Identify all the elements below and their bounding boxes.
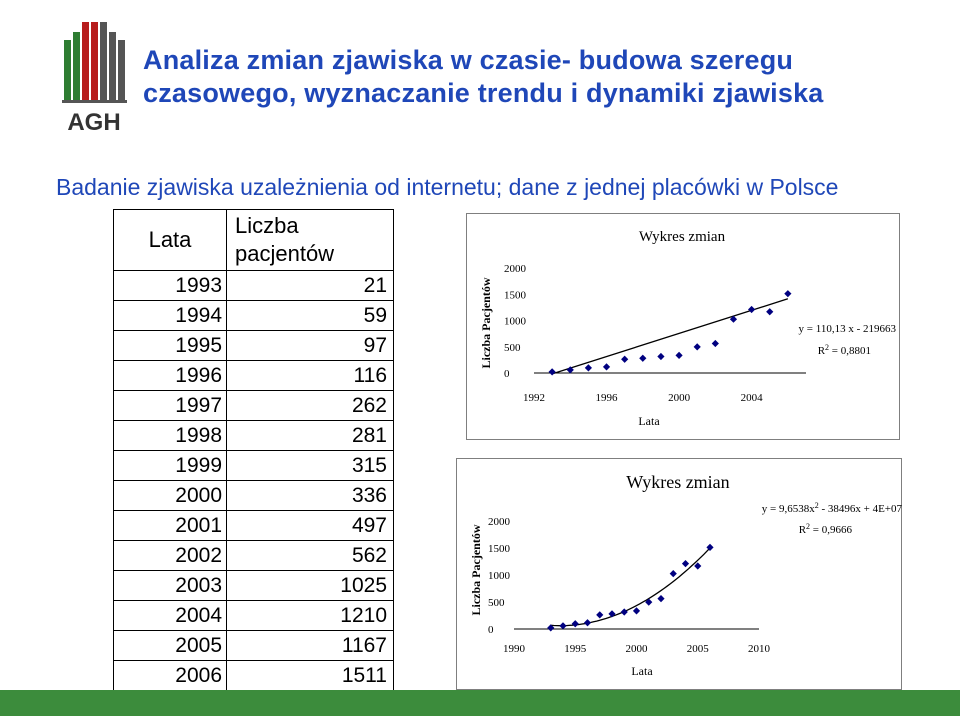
table-cell-year: 2002 <box>114 541 227 571</box>
table-cell-count: 1511 <box>227 661 394 691</box>
table-row <box>114 421 394 451</box>
table-cell-year: 1996 <box>114 361 227 391</box>
table-row <box>114 451 394 481</box>
y-tick-label: 1500 <box>504 289 526 302</box>
x-tick-label: 2000 <box>625 643 648 655</box>
y-tick-label: 1000 <box>488 570 510 582</box>
table-cell-count: 1025 <box>227 571 394 601</box>
y-tick-label: 0 <box>488 624 494 636</box>
chart-title: Wykres zmian <box>626 472 730 492</box>
table-header-count <box>227 210 394 271</box>
table-row <box>114 481 394 511</box>
equation-part: y = 9,6538x <box>761 503 815 515</box>
trend-equation: y = 110,13 x - 219663 <box>798 323 896 335</box>
y-tick-label: 2000 <box>488 516 510 528</box>
x-tick-label: 2000 <box>668 392 691 404</box>
y-tick-label: 1500 <box>488 543 510 555</box>
table-row <box>114 361 394 391</box>
table-row <box>114 271 394 301</box>
page-title <box>143 44 824 110</box>
y-tick-label: 500 <box>488 597 505 609</box>
r-squared-value: = 0,9666 <box>810 524 852 536</box>
table-cell-count: 116 <box>227 361 394 391</box>
table-cell-count: 281 <box>227 421 394 451</box>
x-tick-label: 1995 <box>564 643 587 655</box>
table-cell-count: 336 <box>227 481 394 511</box>
page-subtitle: Badanie zjawiska uzależnienia od internetu; dane z jednej placówki w Polsce <box>56 174 839 200</box>
table-cell-count: 59 <box>227 301 394 331</box>
y-axis-label: Liczba Pacjentów <box>469 524 483 616</box>
r-squared-label: R <box>817 345 826 357</box>
table-row <box>114 511 394 541</box>
table-cell-count: 315 <box>227 451 394 481</box>
x-axis-label: Lata <box>638 414 660 428</box>
table-cell-year: 1997 <box>114 391 227 421</box>
x-tick-label: 2010 <box>748 643 770 655</box>
table-cell-count: 1167 <box>227 631 394 661</box>
table-cell-count: 497 <box>227 511 394 541</box>
chart-title: Wykres zmian <box>638 229 726 245</box>
x-tick-label: 1992 <box>523 392 545 404</box>
table-row <box>114 631 394 661</box>
polynomial-trend-chart <box>456 458 902 690</box>
table-row <box>114 391 394 421</box>
agh-logo <box>58 18 138 136</box>
table-cell-count: 562 <box>227 541 394 571</box>
table-cell-year: 2001 <box>114 511 227 541</box>
bottom-bar <box>0 690 960 716</box>
patients-table <box>113 209 394 691</box>
r-squared-value: = 0,8801 <box>829 345 871 357</box>
x-tick-label: 2004 <box>740 392 763 404</box>
x-tick-label: 1990 <box>503 643 525 655</box>
page-title-line1: Analiza zmian zjawiska w czasie- budowa szeregu <box>143 45 794 75</box>
table-row <box>114 661 394 691</box>
table-header-row <box>114 210 394 271</box>
x-tick-label: 1996 <box>595 392 618 404</box>
linear-trend-chart <box>466 213 900 440</box>
table-header-year: Lata <box>114 210 227 271</box>
y-tick-label: 1000 <box>504 315 526 328</box>
table-row <box>114 331 394 361</box>
table-cell-year: 1998 <box>114 421 227 451</box>
table-cell-year: 1993 <box>114 271 227 301</box>
table-header-count-line1: Liczba <box>235 213 299 238</box>
table-row <box>114 601 394 631</box>
page-title-line2: czasowego, wyznaczanie trendu i dynamiki zjawiska <box>143 78 824 108</box>
x-axis-label: Lata <box>631 664 653 678</box>
y-tick-label: 0 <box>504 368 510 380</box>
table-cell-year: 1999 <box>114 451 227 481</box>
table-header-count-line2: pacjentów <box>235 241 335 266</box>
table-cell-count: 21 <box>227 271 394 301</box>
agh-logo-emblem <box>62 22 127 103</box>
trend-equation <box>762 501 902 516</box>
y-tick-label: 500 <box>504 341 521 354</box>
equation-part: - 38496x + 4E+07 <box>818 503 902 515</box>
r-squared-exponent: 2 <box>825 342 830 352</box>
table-cell-year: 2004 <box>114 601 227 631</box>
r-squared-exponent: 2 <box>806 521 811 531</box>
y-tick-label: 2000 <box>504 263 526 275</box>
table-cell-year: 1995 <box>114 331 227 361</box>
table-row <box>114 301 394 331</box>
r-squared-label: R <box>798 524 807 536</box>
table-cell-count: 1210 <box>227 601 394 631</box>
table-body <box>114 271 394 691</box>
table-cell-count: 262 <box>227 391 394 421</box>
table-cell-year: 2000 <box>114 481 227 511</box>
y-axis-label: Liczba Pacjentów <box>479 277 493 369</box>
table-cell-year: 2005 <box>114 631 227 661</box>
table-cell-year: 2006 <box>114 661 227 691</box>
table-cell-year: 2003 <box>114 571 227 601</box>
x-tick-label: 2005 <box>686 643 709 655</box>
equation-exponent: 2 <box>814 500 819 510</box>
table-row <box>114 571 394 601</box>
agh-logo-text: AGH <box>67 109 121 136</box>
table-cell-year: 1994 <box>114 301 227 331</box>
table-row <box>114 541 394 571</box>
table-cell-count: 97 <box>227 331 394 361</box>
